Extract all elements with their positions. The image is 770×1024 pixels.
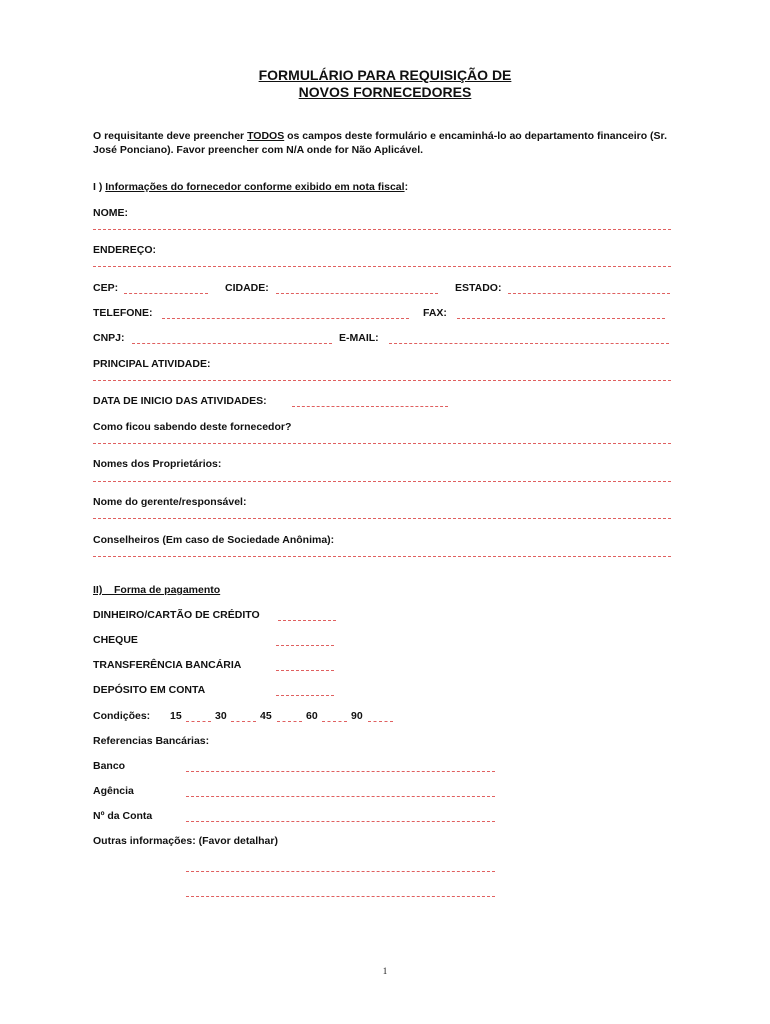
proprietarios-field[interactable] — [93, 481, 671, 482]
section2-heading: II) Forma de pagamento — [93, 584, 221, 596]
prazo-30-field[interactable] — [231, 721, 256, 722]
endereco-field[interactable] — [93, 266, 671, 267]
banco-label: Banco — [93, 760, 126, 772]
prazo-15-label: 15 — [170, 710, 182, 722]
dinheiro-field[interactable] — [278, 620, 336, 621]
conselheiros-label: Conselheiros (Em caso de Sociedade Anônima): — [93, 534, 335, 546]
email-label: E-MAIL: — [339, 332, 379, 344]
principal-atividade-field[interactable] — [93, 380, 671, 381]
gerente-field[interactable] — [93, 518, 671, 519]
cheque-field[interactable] — [276, 645, 334, 646]
fax-field[interactable] — [457, 318, 665, 319]
agencia-label: Agência — [93, 785, 134, 797]
conta-field[interactable] — [186, 821, 495, 822]
nome-field[interactable] — [93, 229, 671, 230]
outras-informacoes-field-1[interactable] — [186, 871, 495, 872]
agencia-field[interactable] — [186, 796, 495, 797]
estado-field[interactable] — [508, 293, 670, 294]
section1-suffix: : — [404, 181, 409, 193]
prazo-15-field[interactable] — [186, 721, 211, 722]
fax-label: FAX: — [423, 307, 447, 319]
transferencia-field[interactable] — [276, 670, 334, 671]
telefone-field[interactable] — [162, 318, 409, 319]
nome-label: NOME: — [93, 207, 128, 219]
conselheiros-field[interactable] — [93, 556, 671, 557]
outras-informacoes-field-2[interactable] — [186, 896, 495, 897]
form-title-line1: FORMULÁRIO PARA REQUISIÇÃO DE — [258, 67, 512, 83]
banco-field[interactable] — [186, 771, 495, 772]
condicoes-label: Condições: — [93, 710, 151, 722]
outras-informacoes-label: Outras informações: (Favor detalhar) — [93, 835, 278, 847]
dinheiro-label: DINHEIRO/CARTÃO DE CRÉDITO — [93, 609, 260, 621]
form-title-line2: NOVOS FORNECEDORES — [298, 84, 472, 100]
endereco-label: ENDEREÇO: — [93, 244, 157, 256]
deposito-field[interactable] — [276, 695, 334, 696]
cnpj-field[interactable] — [132, 343, 332, 344]
estado-label: ESTADO: — [455, 282, 502, 294]
data-inicio-field[interactable] — [292, 406, 448, 407]
referencias-label: Referencias Bancárias: — [93, 735, 210, 747]
data-inicio-label: DATA DE INICIO DAS ATIVIDADES: — [93, 395, 267, 407]
cnpj-label: CNPJ: — [93, 332, 125, 344]
intro-text-start: O requisitante deve preencher — [93, 130, 248, 142]
principal-atividade-label: PRINCIPAL ATIVIDADE: — [93, 358, 211, 370]
intro-todos: TODOS — [247, 130, 285, 142]
deposito-label: DEPÓSITO EM CONTA — [93, 684, 206, 696]
cep-field[interactable] — [124, 293, 208, 294]
page-number: 1 — [382, 966, 388, 976]
telefone-label: TELEFONE: — [93, 307, 153, 319]
section1-title: Informações do fornecedor conforme exibido em nota fiscal — [105, 181, 405, 193]
conta-label: Nº da Conta — [93, 810, 153, 822]
section1-prefix: I ) — [93, 181, 106, 193]
prazo-60-label: 60 — [306, 710, 318, 722]
prazo-60-field[interactable] — [322, 721, 347, 722]
como-ficou-field[interactable] — [93, 443, 671, 444]
prazo-45-label: 45 — [260, 710, 272, 722]
cidade-label: CIDADE: — [225, 282, 269, 294]
prazo-90-label: 90 — [351, 710, 363, 722]
intro-text-end: os campos deste formulário e encaminhá-lo ao departamento financeiro (Sr. José Ponciano). Favor preencher com N/A onde for Não Aplicável. — [93, 130, 667, 156]
intro-paragraph — [93, 130, 673, 157]
email-field[interactable] — [389, 343, 669, 344]
prazo-45-field[interactable] — [277, 721, 302, 722]
prazo-30-label: 30 — [215, 710, 227, 722]
como-ficou-label: Como ficou sabendo deste fornecedor? — [93, 421, 292, 433]
transferencia-label: TRANSFERÊNCIA BANCÁRIA — [93, 659, 242, 671]
cheque-label: CHEQUE — [93, 634, 138, 646]
prazo-90-field[interactable] — [368, 721, 393, 722]
section1-heading — [93, 181, 408, 193]
cidade-field[interactable] — [276, 293, 438, 294]
cep-label: CEP: — [93, 282, 119, 294]
proprietarios-label: Nomes dos Proprietários: — [93, 458, 222, 470]
gerente-label: Nome do gerente/responsável: — [93, 496, 247, 508]
